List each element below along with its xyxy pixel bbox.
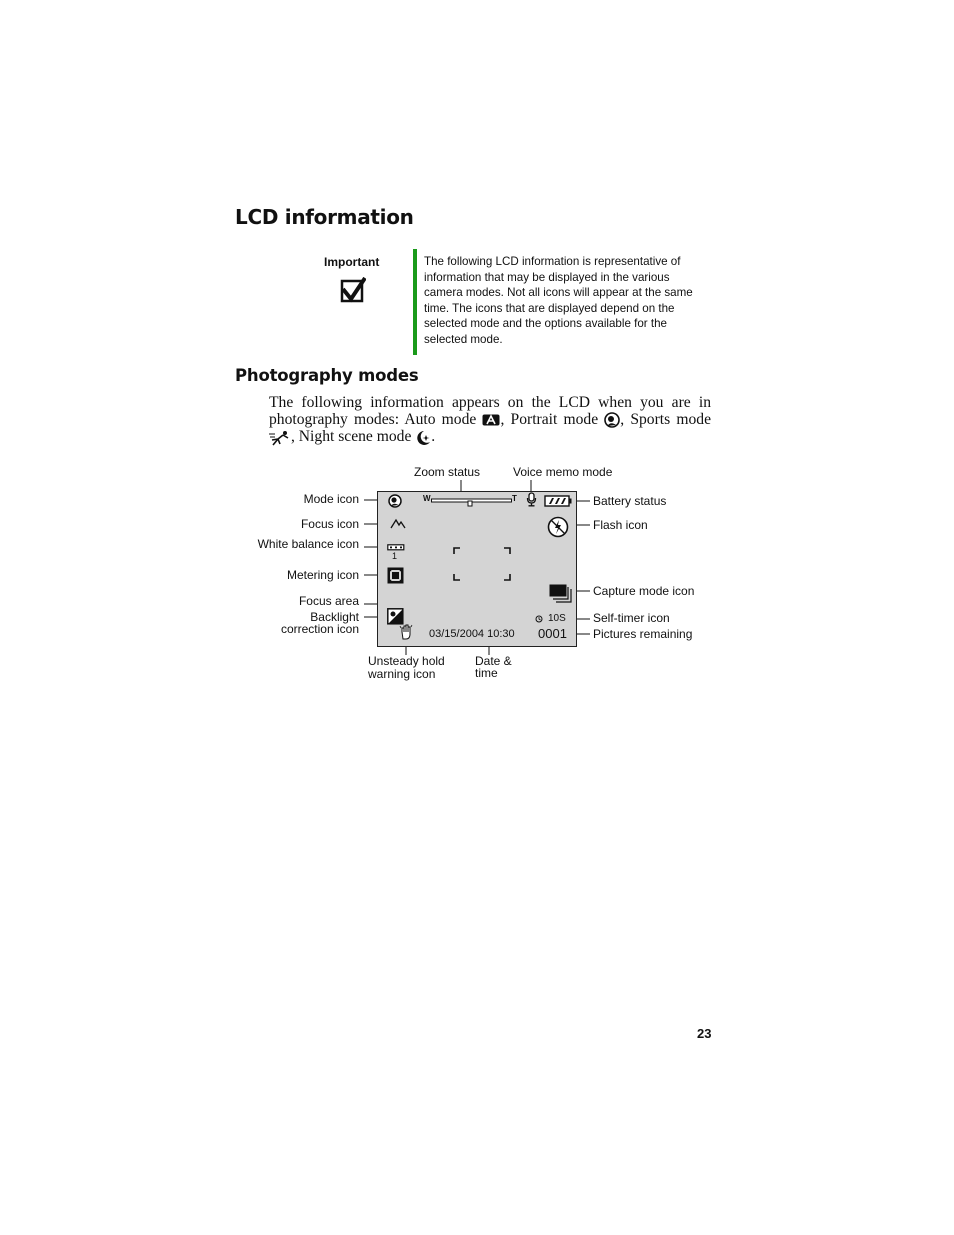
label-white-balance-icon: White balance icon [257,537,359,551]
shaking-hand-icon [399,623,414,640]
label-self-timer-icon: Self-timer icon [593,611,670,625]
white-balance-icon [387,544,405,551]
label-date-line2: time [475,666,498,680]
zoom-bar [431,496,513,508]
metering-icon [387,567,404,584]
label-metering-icon: Metering icon [286,568,359,582]
page-title: LCD information [235,205,414,229]
focus-frame [452,546,512,582]
flash-icon [547,516,569,538]
microphone-icon [526,492,537,507]
intro-text-4: , Night scene mode [291,428,416,446]
label-focus-icon: Focus icon [300,517,359,531]
intro-text-3: , Sports mode [620,411,712,428]
section-heading: Photography modes [235,366,419,385]
label-unsteady-line2: warning icon [368,667,436,681]
label-zoom-status: Zoom status [414,465,481,479]
important-label: Important [324,255,380,269]
intro-text-2: , Portrait mode [500,411,605,428]
label-voice-memo-mode: Voice memo mode [513,465,613,479]
intro-text-5: . [431,428,436,446]
mountain-icon [390,517,406,529]
label-battery-status: Battery status [593,494,667,508]
self-timer-value: 10S [548,613,566,624]
capture-mode-icon [549,584,573,603]
pictures-remaining-value: 0001 [538,626,567,641]
zoom-tele-label: T [512,494,517,503]
self-timer-icon [535,615,543,623]
label-mode-icon: Mode icon [303,492,359,506]
page-number: 23 [697,1026,712,1041]
label-backlight-line1: Backlight [310,610,359,624]
intro-text-1: The following information appears on the LCD when you are in photography modes: Auto mode [269,394,711,428]
label-focus-area: Focus area [298,594,359,608]
label-flash-icon: Flash icon [593,518,648,532]
portrait-mode-icon [388,494,402,508]
important-note: The following LCD information is representative of information that may be displayed in the various camera modes. Not all icons will appear at the same time. The icons that are displayed depend on the selected mode and the options available for the selected mode. [424,255,693,346]
label-backlight-line2: correction icon [280,622,359,636]
zoom-wide-label: W [423,494,431,503]
label-capture-mode-icon: Capture mode icon [593,584,695,598]
label-pictures-remaining: Pictures remaining [593,627,693,641]
lcd-datetime: 03/15/2004 10:30 [429,628,515,640]
label-date-line1: Date & [475,654,512,668]
white-balance-value: 1 [392,551,398,561]
label-unsteady-line1: Unsteady hold [368,654,445,668]
battery-icon [544,495,572,507]
